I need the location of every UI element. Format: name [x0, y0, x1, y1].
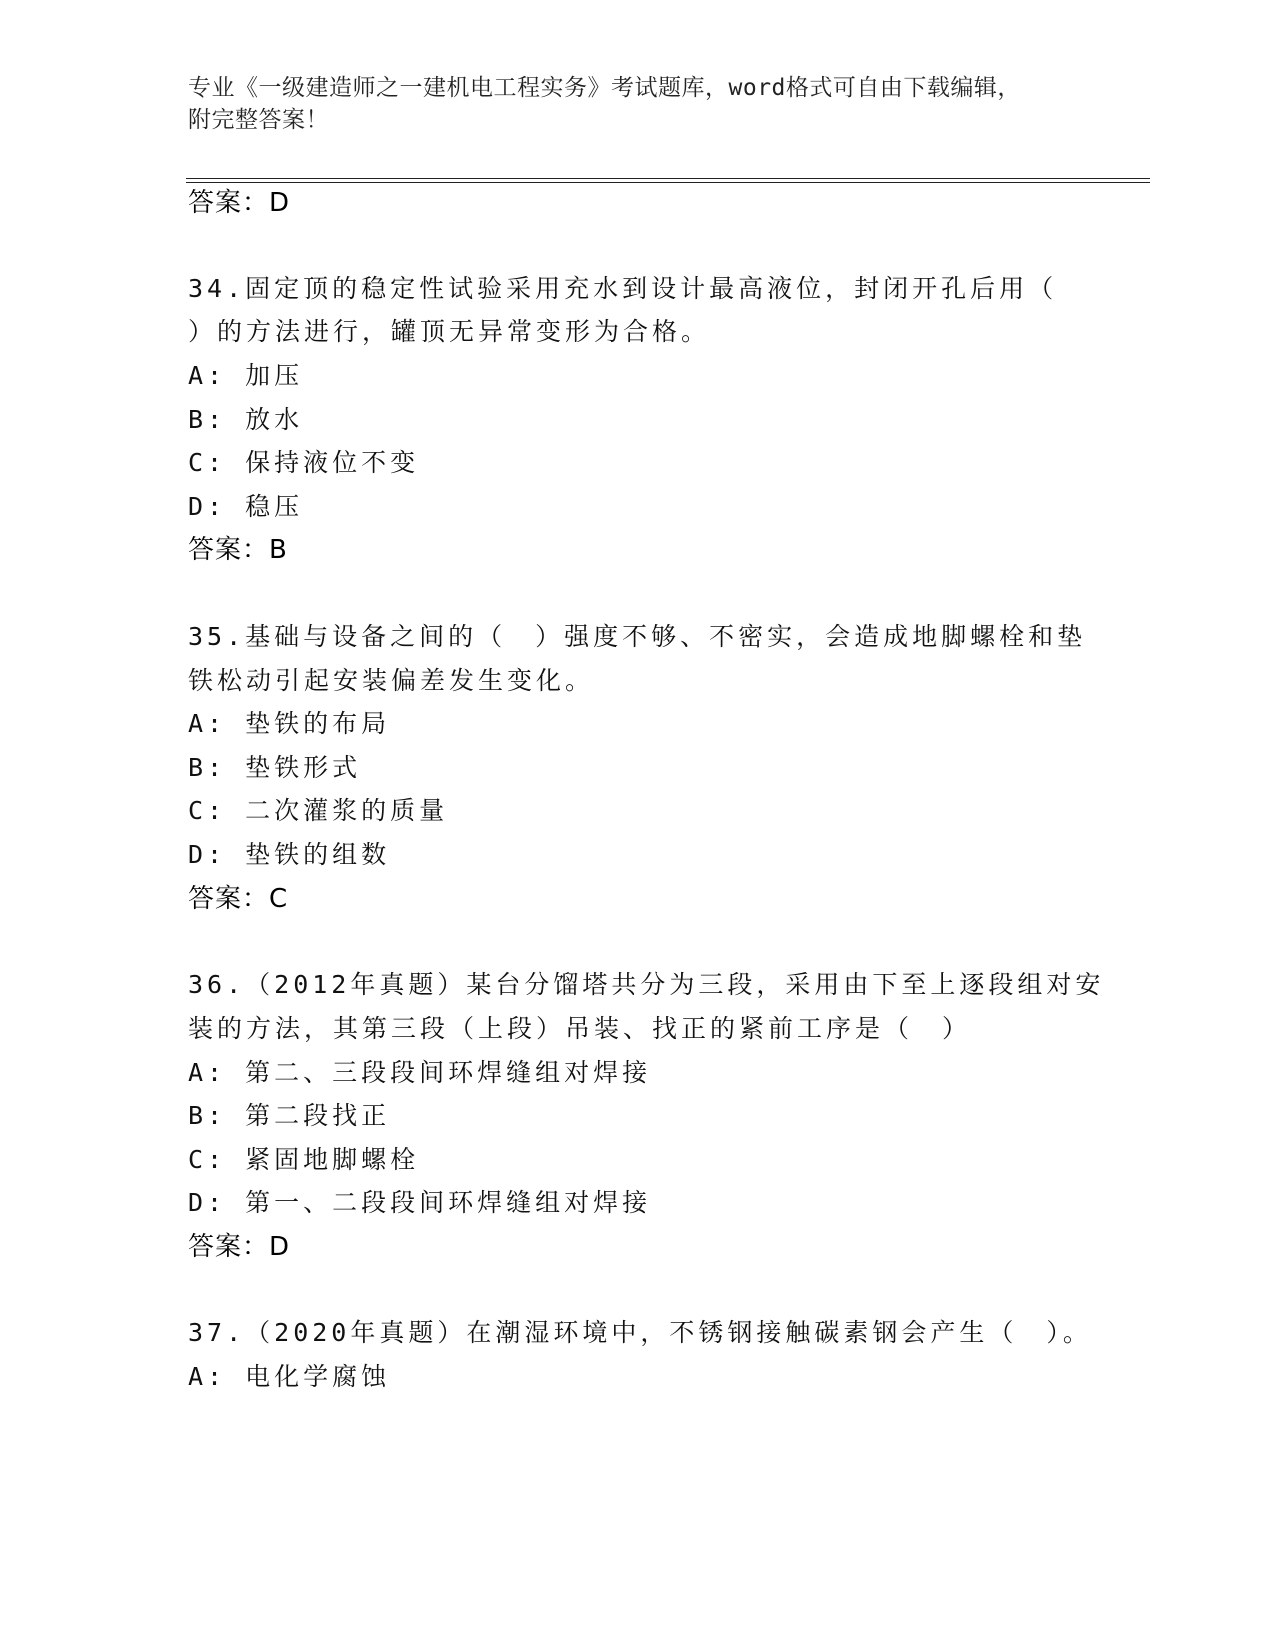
question-35-answer: 答案：C — [188, 884, 289, 914]
question-36-option-c: C: 紧固地脚螺栓 — [188, 1145, 420, 1174]
question-35-text-line-1: 35.基础与设备之间的（ ）强度不够、不密实，会造成地脚螺栓和垫 — [188, 622, 1087, 651]
question-34-answer: 答案：B — [188, 535, 288, 565]
question-34-text-line-1: 34.固定顶的稳定性试验采用充水到设计最高液位，封闭开孔后用（ — [188, 274, 1058, 303]
question-37-option-a: A: 电化学腐蚀 — [188, 1362, 391, 1391]
question-37-text-line-1: 37.（2020年真题）在潮湿环境中，不锈钢接触碳素钢会产生（ ）。 — [188, 1318, 1092, 1347]
question-36-answer: 答案：D — [188, 1232, 291, 1262]
question-34-option-d: D: 稳压 — [188, 492, 304, 521]
question-36-option-b: B: 第二段找正 — [188, 1101, 391, 1130]
question-34-text-line-2: ）的方法进行，罐顶无异常变形为合格。 — [188, 317, 711, 346]
question-35-option-b: B: 垫铁形式 — [188, 753, 362, 782]
question-34-option-a: A: 加压 — [188, 361, 304, 390]
question-34-option-b: B: 放水 — [188, 405, 304, 434]
question-36-text-line-2: 装的方法，其第三段（上段）吊装、找正的紧前工序是（ ） — [188, 1014, 972, 1043]
header-line-1: 专业《一级建造师之一建机电工程实务》考试题库，word格式可自由下载编辑， — [188, 75, 1021, 101]
question-35-text-line-2: 铁松动引起安装偏差发生变化。 — [188, 666, 595, 695]
previous-answer: 答案：D — [188, 188, 291, 218]
question-35-option-a: A: 垫铁的布局 — [188, 709, 391, 738]
question-36-text-line-1: 36.（2012年真题）某台分馏塔共分为三段，采用由下至上逐段组对安 — [188, 970, 1105, 999]
question-36-option-d: D: 第一、二段段间环焊缝组对焊接 — [188, 1188, 652, 1217]
question-35-option-d: D: 垫铁的组数 — [188, 840, 391, 869]
header-line-2: 附完整答案！ — [188, 107, 329, 133]
question-35-option-c: C: 二次灌浆的质量 — [188, 796, 449, 825]
question-34-option-c: C: 保持液位不变 — [188, 448, 420, 477]
question-36-option-a: A: 第二、三段段间环焊缝组对焊接 — [188, 1058, 652, 1087]
